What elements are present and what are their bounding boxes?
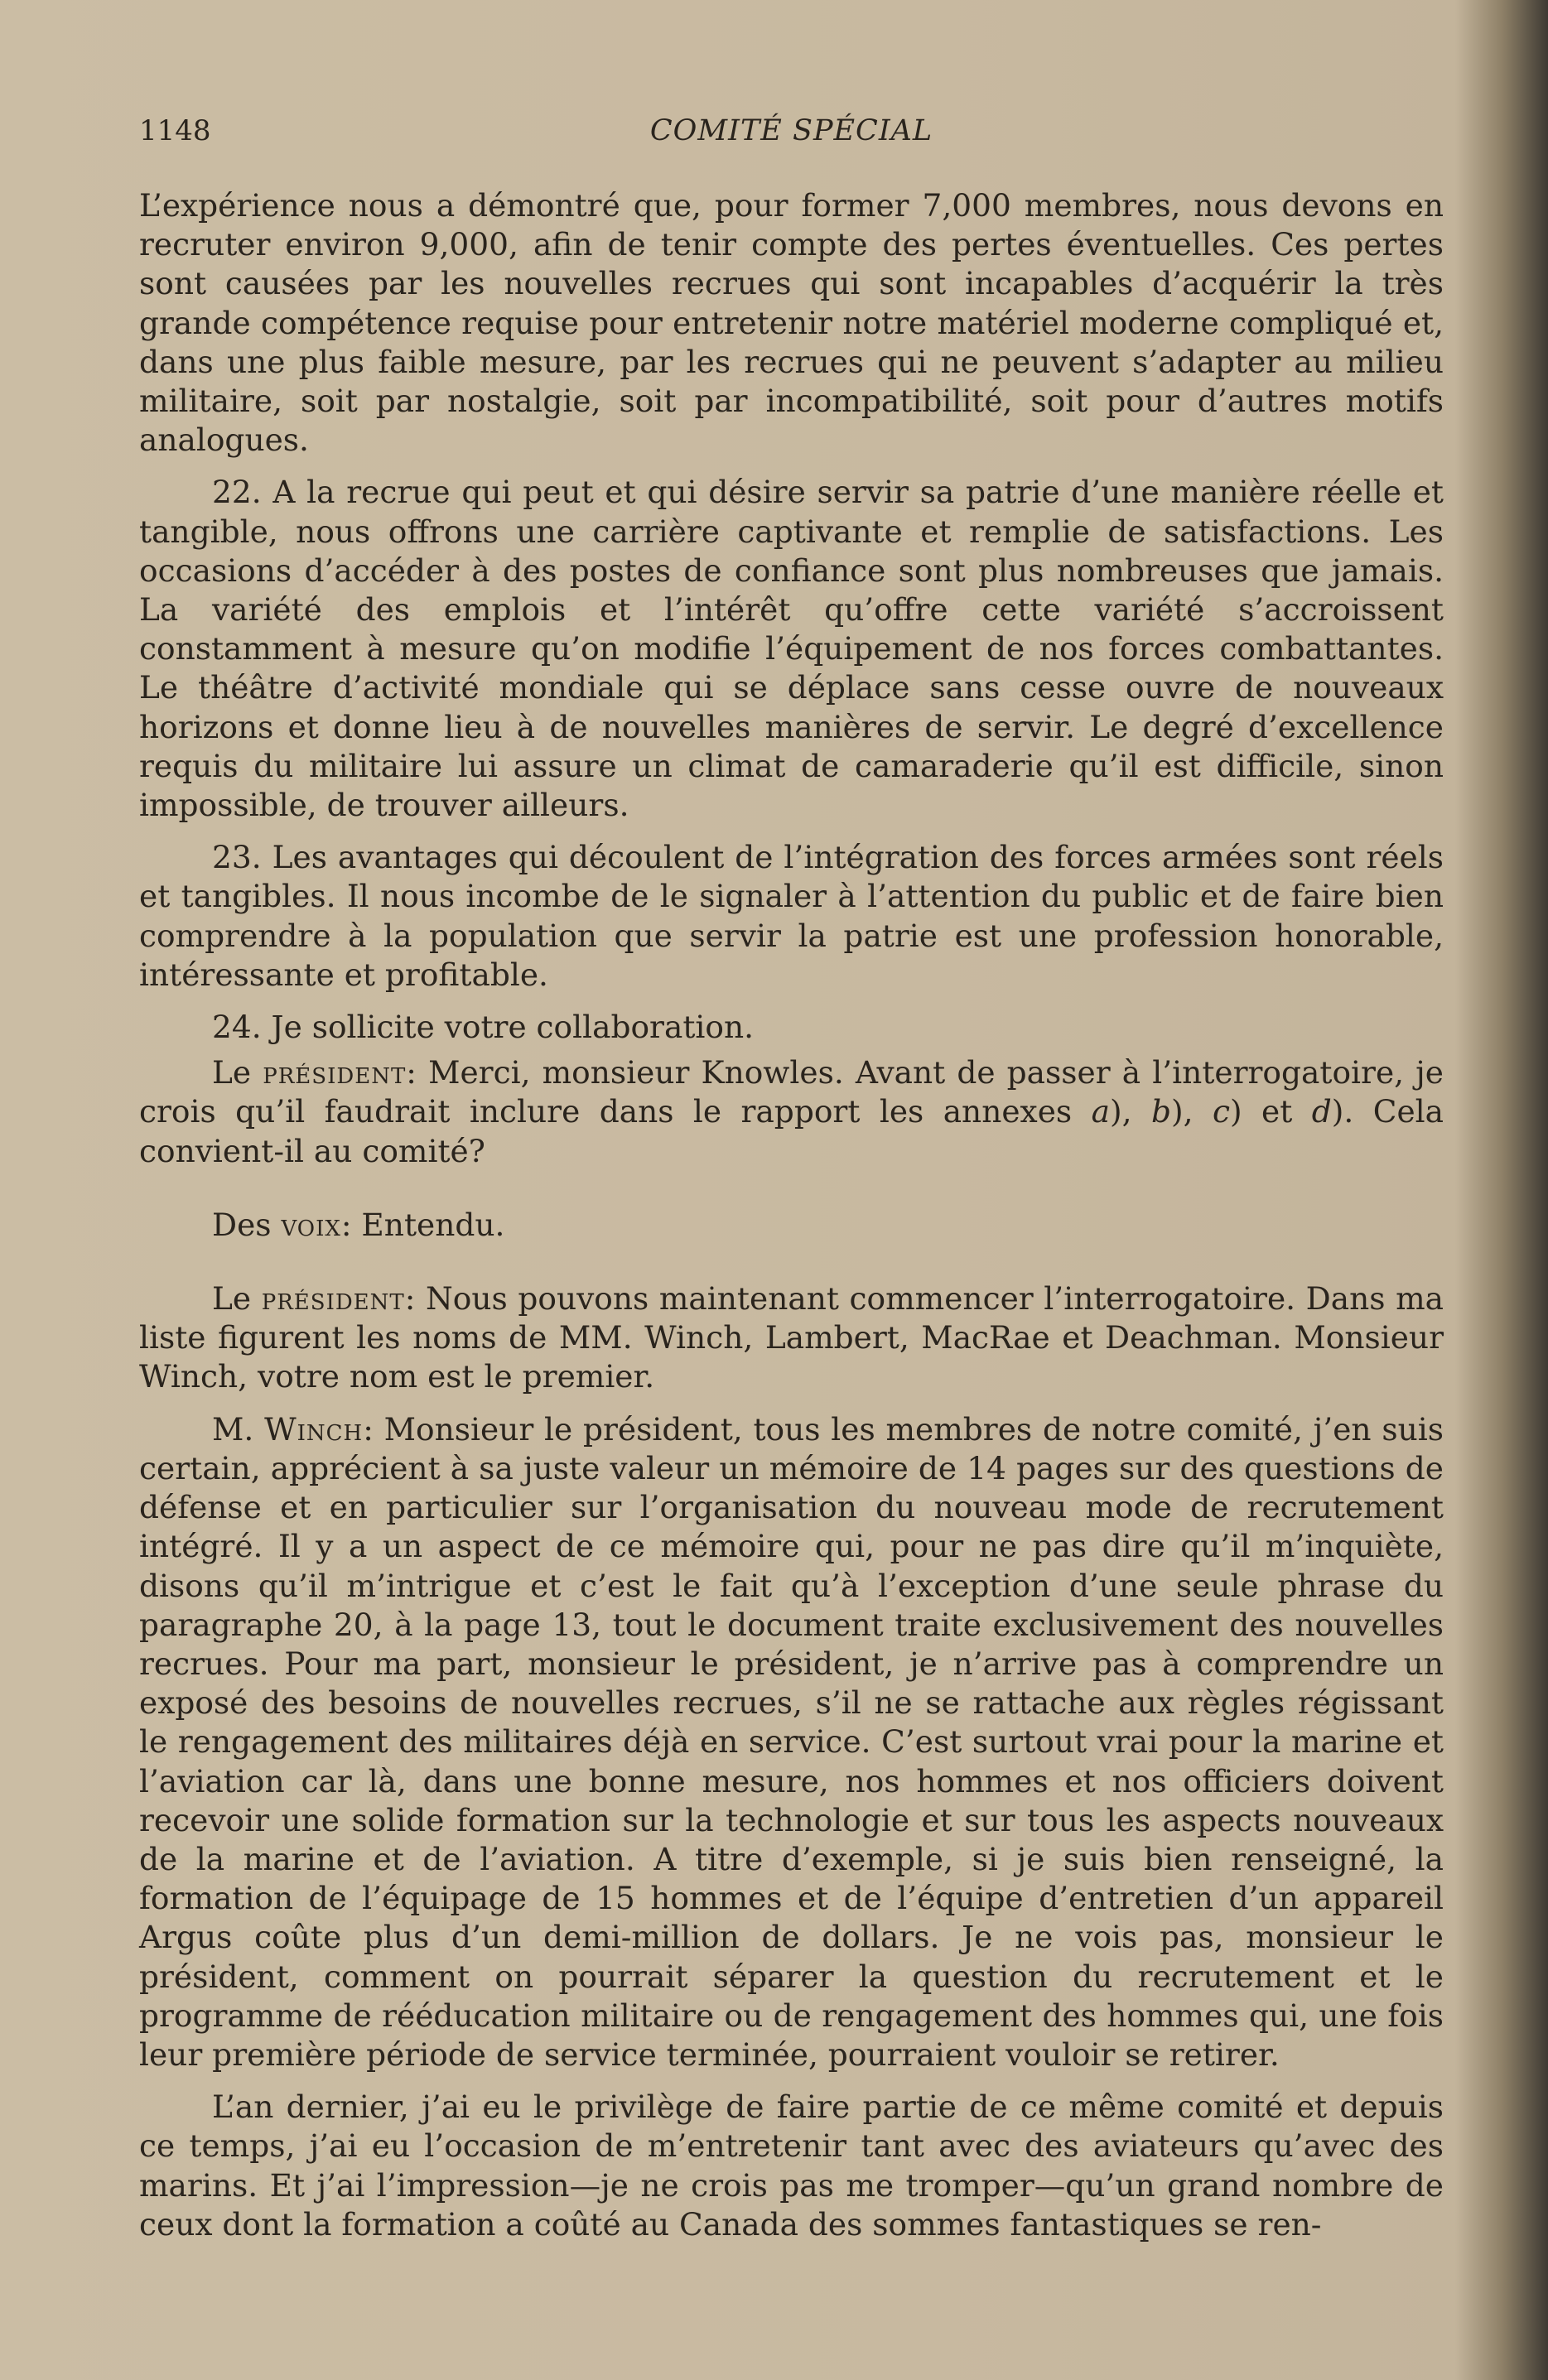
speaker-name: Winch xyxy=(264,1410,364,1448)
annex-separator: ) et xyxy=(1229,1093,1312,1130)
speech-text: ). Cela convient-il au comité? xyxy=(139,1093,1444,1169)
speaker-prefix: Le xyxy=(212,1280,262,1318)
speech-voices xyxy=(139,1206,1444,1245)
annex-separator: ), xyxy=(1170,1093,1213,1130)
speaker-name: président xyxy=(263,1054,407,1091)
paragraph-text: L’expérience nous a démontré que, pour former 7,000 membres, nous devons en recruter environ 9,000, afin de tenir compte des pertes éventuelles. Ces pertes sont causées par les nouvelles recrues qui sont incapables d’acquérir la très grande compétence requise pour entretenir notre matériel moderne compliqué et, dans une plus faible mesure, par les recrues qui ne peuvent s’adapter au milieu militaire, soit par nostalgie, soit par incompatibilité, soit pour d’autres motifs analogues. xyxy=(139,187,1444,459)
speech-text: : Entendu. xyxy=(340,1206,505,1243)
speaker-name: président xyxy=(261,1280,405,1318)
speaker-prefix: Des xyxy=(212,1206,282,1243)
speech-president-interrogatoire xyxy=(139,1279,1444,1397)
paragraph-text: L’an dernier, j’ai eu le privilège de faire partie de ce même comité et depuis ce temps, j’ai eu l’occasion de m’entretenir tant avec des aviateurs qu’avec des marins. Et j’ai l’impression—je ne crois pas me tromper—qu’un grand nombre de ceux dont la formation a coûté au Canada des sommes fantastiques se ren- xyxy=(139,2089,1444,2243)
speech-text: : Nous pouvons maintenant commencer l’interrogatoire. Dans ma liste figurent les noms de MM. Winch, Lambert, MacRae et Deachman. Monsieur Winch, votre nom est le premier. xyxy=(139,1280,1444,1395)
paragraph-text: 24. Je sollicite votre collaboration. xyxy=(212,1009,755,1046)
speech-text: : Merci, monsieur Knowles. Avant de passer à l’interrogatoire, je crois qu’il faudrait inclure dans le rapport les annexes xyxy=(139,1054,1444,1130)
annex-label: c xyxy=(1212,1093,1230,1130)
speech-winch xyxy=(139,1410,1444,2074)
running-head xyxy=(139,114,1444,156)
annex-label: a xyxy=(1091,1093,1110,1130)
annex-separator: ), xyxy=(1109,1093,1151,1130)
speaker-name: voix xyxy=(281,1206,341,1243)
annex-label: d xyxy=(1311,1093,1332,1130)
paragraph-intro xyxy=(139,186,1444,460)
speaker-prefix: Le xyxy=(212,1054,263,1091)
annex-label: b xyxy=(1150,1093,1171,1130)
speaker-prefix: M. xyxy=(212,1410,265,1448)
speech-winch-continued xyxy=(139,2088,1444,2244)
speech-president-annexes xyxy=(139,1053,1444,1171)
paragraph-22 xyxy=(139,473,1444,825)
paragraph-23 xyxy=(139,838,1444,995)
body-text xyxy=(139,186,1444,2257)
paragraph-text: 22. A la recrue qui peut et qui désire servir sa patrie d’une manière réelle et tangible, nous offrons une carrière captivante et remplie de satisfactions. Les occasions d’accéder à des postes de confiance sont plus nombreuses que jamais. La variété des emplois et l’intérêt qu’offre cette variété s’accroissent constamment à mesure qu’on modifie l’équipement de nos forces combattantes. Le théâtre d’activité mondiale qui se déplace sans cesse ouvre de nouveaux horizons et donne lieu à de nouvelles manières de servir. Le degré d’excellence requis du militaire lui assure un climat de camaraderie qu’il est difficile, sinon impossible, de trouver ailleurs. xyxy=(139,474,1444,824)
page-number: 1148 xyxy=(139,114,211,147)
speech-text: : Monsieur le président, tous les membres de notre comité, j’en suis certain, apprécient à sa juste valeur un mémoire de 14 pages sur des questions de défense et en particulier sur l’organisation du nouveau mode de recrutement intégré. Il y a un aspect de ce mémoire qui, pour ne pas dire qu’il m’inquiète, disons qu’il m’intrigue et c’est le fait qu’à l’exception d’une seule phrase du paragraphe 20, à la page 13, tout le document traite exclusivement des nouvelles recrues. Pour ma part, monsieur le président, je n’arrive pas à comprendre un exposé des besoins de nouvelles recrues, s’il ne se rattache aux règles régissant le rengagement des militaires déjà en service. C’est surtout vrai pour la marine et l’aviation car là, dans une bonne mesure, nos hommes et nos officiers doivent recevoir une solide formation sur la technologie et sur tous les aspects nouveaux de la marine et de l’aviation. A titre d’exemple, si je suis bien renseigné, la formation de l’équipage de 15 hommes et de l’équipe d’entretien d’un appareil Argus coûte plus d’un demi-million de dollars. Je ne vois pas, monsieur le président, comment on pourrait séparer la question du recrutement et le programme de rééducation militaire ou de rengagement des hommes qui, une fois leur première période de service terminée, pourraient vouloir se retirer. xyxy=(139,1410,1444,2073)
header-title: COMITÉ SPÉCIAL xyxy=(649,114,933,147)
paragraph-text: 23. Les avantages qui découlent de l’intégration des forces armées sont réels et tangibles. Il nous incombe de le signaler à l’attention du public et de faire bien comprendre à la population que servir la patrie est une profession honorable, intéressante et profitable. xyxy=(139,839,1444,993)
paragraph-24 xyxy=(139,1008,1444,1047)
